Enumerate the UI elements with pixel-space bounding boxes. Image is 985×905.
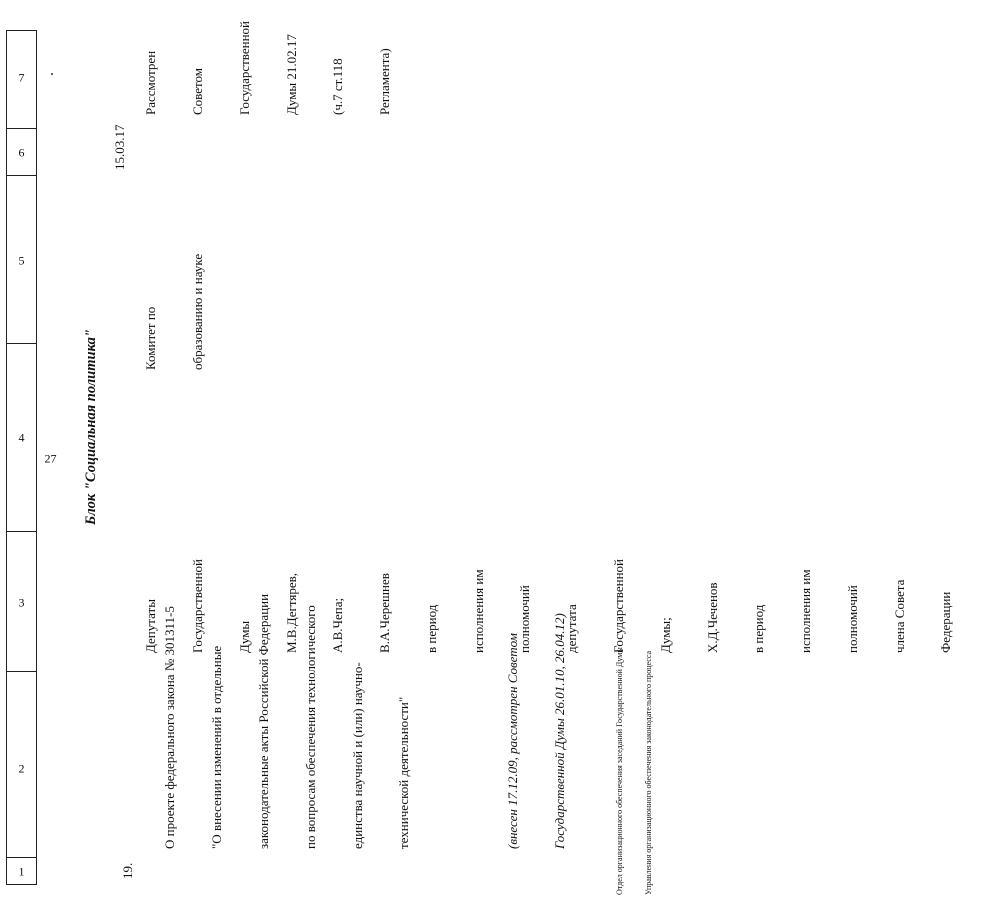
initiator-line: исполнения им — [470, 569, 486, 653]
initiator-line: Государственной — [611, 558, 626, 653]
column-divider — [7, 175, 36, 176]
status-line: (ч.7 ст.118 — [330, 58, 346, 115]
column-number: 5 — [18, 253, 25, 268]
column-number: 1 — [18, 864, 25, 879]
initiator-line: в период — [751, 604, 767, 653]
column-header-table — [6, 30, 37, 885]
column-divider — [7, 343, 36, 344]
initiator-line: Депутаты — [143, 599, 159, 653]
status-line: Советом — [189, 68, 205, 115]
column-number: 2 — [18, 761, 25, 776]
row-number: 19. — [120, 862, 135, 879]
column-divider — [7, 128, 36, 129]
column-number: 6 — [18, 145, 25, 160]
initiator-line: Х.Д.Чеченов — [704, 582, 720, 653]
status-line: Рассмотрен — [143, 50, 159, 115]
initiators — [112, 559, 985, 653]
committee-line: Комитет по — [143, 306, 159, 370]
footer-line: Отдел организационного обеспечения заседаний Государственной Думы — [615, 647, 624, 895]
initiator-line: члена Совета — [891, 579, 907, 653]
bill-note-line: (внесен 17.12.09, рассмотрен Советом — [505, 633, 521, 849]
column-divider — [7, 671, 36, 672]
initiator-line: М.В.Дегтярев, — [283, 572, 299, 653]
initiator-line: Государственной — [189, 558, 205, 653]
bill-title-line: технической деятельности" — [396, 696, 412, 849]
bill-title-line: по вопросам обеспечения технологического — [302, 605, 318, 849]
page-number: 27 — [44, 451, 57, 466]
committee-line: образованию и науке — [189, 253, 205, 370]
status-note — [112, 21, 424, 115]
initiator-line: депутата — [564, 604, 580, 653]
section-title: Блок "Социальная политика" — [83, 329, 99, 525]
responsible-committee — [112, 254, 237, 370]
status-line: Государственной — [236, 20, 252, 115]
column-number: 4 — [18, 430, 25, 445]
status-line: Думы 21.02.17 — [283, 34, 299, 115]
column-number: 3 — [18, 595, 25, 610]
bill-note-line: Государственной Думы 26.01.10, 26.04.12) — [552, 613, 568, 849]
status-line: Регламента) — [377, 48, 393, 115]
bill-title-line: единства научной и (или) научно- — [349, 662, 365, 849]
bill-title-line: "О внесении изменений в отдельные — [209, 645, 225, 849]
initiator-line: Думы — [236, 620, 252, 653]
scan-speck — [51, 73, 53, 75]
initiator-line: Федерации — [938, 591, 954, 653]
bill-title-line: О проекте федерального закона № 301311-5 — [162, 606, 178, 849]
bill-title-line: законодательные акты Российской Федерации — [255, 593, 271, 849]
column-divider — [7, 857, 36, 858]
initiator-line: исполнения им — [798, 569, 814, 653]
initiator-line: полномочий — [517, 585, 533, 653]
footer-line: Управления организационного обеспечения законодательного процесса — [643, 650, 653, 895]
footer-department — [596, 647, 672, 895]
initiator-line: в период — [423, 604, 439, 653]
initiator-line: А.В.Чепа; — [330, 597, 346, 653]
decision-date: 15.03.17 — [112, 124, 127, 170]
initiator-line: полномочий — [844, 585, 860, 653]
column-number: 7 — [18, 70, 25, 85]
initiator-line: В.А.Черешнев — [377, 573, 393, 653]
initiator-line: Думы; — [657, 617, 673, 653]
column-divider — [7, 531, 36, 532]
